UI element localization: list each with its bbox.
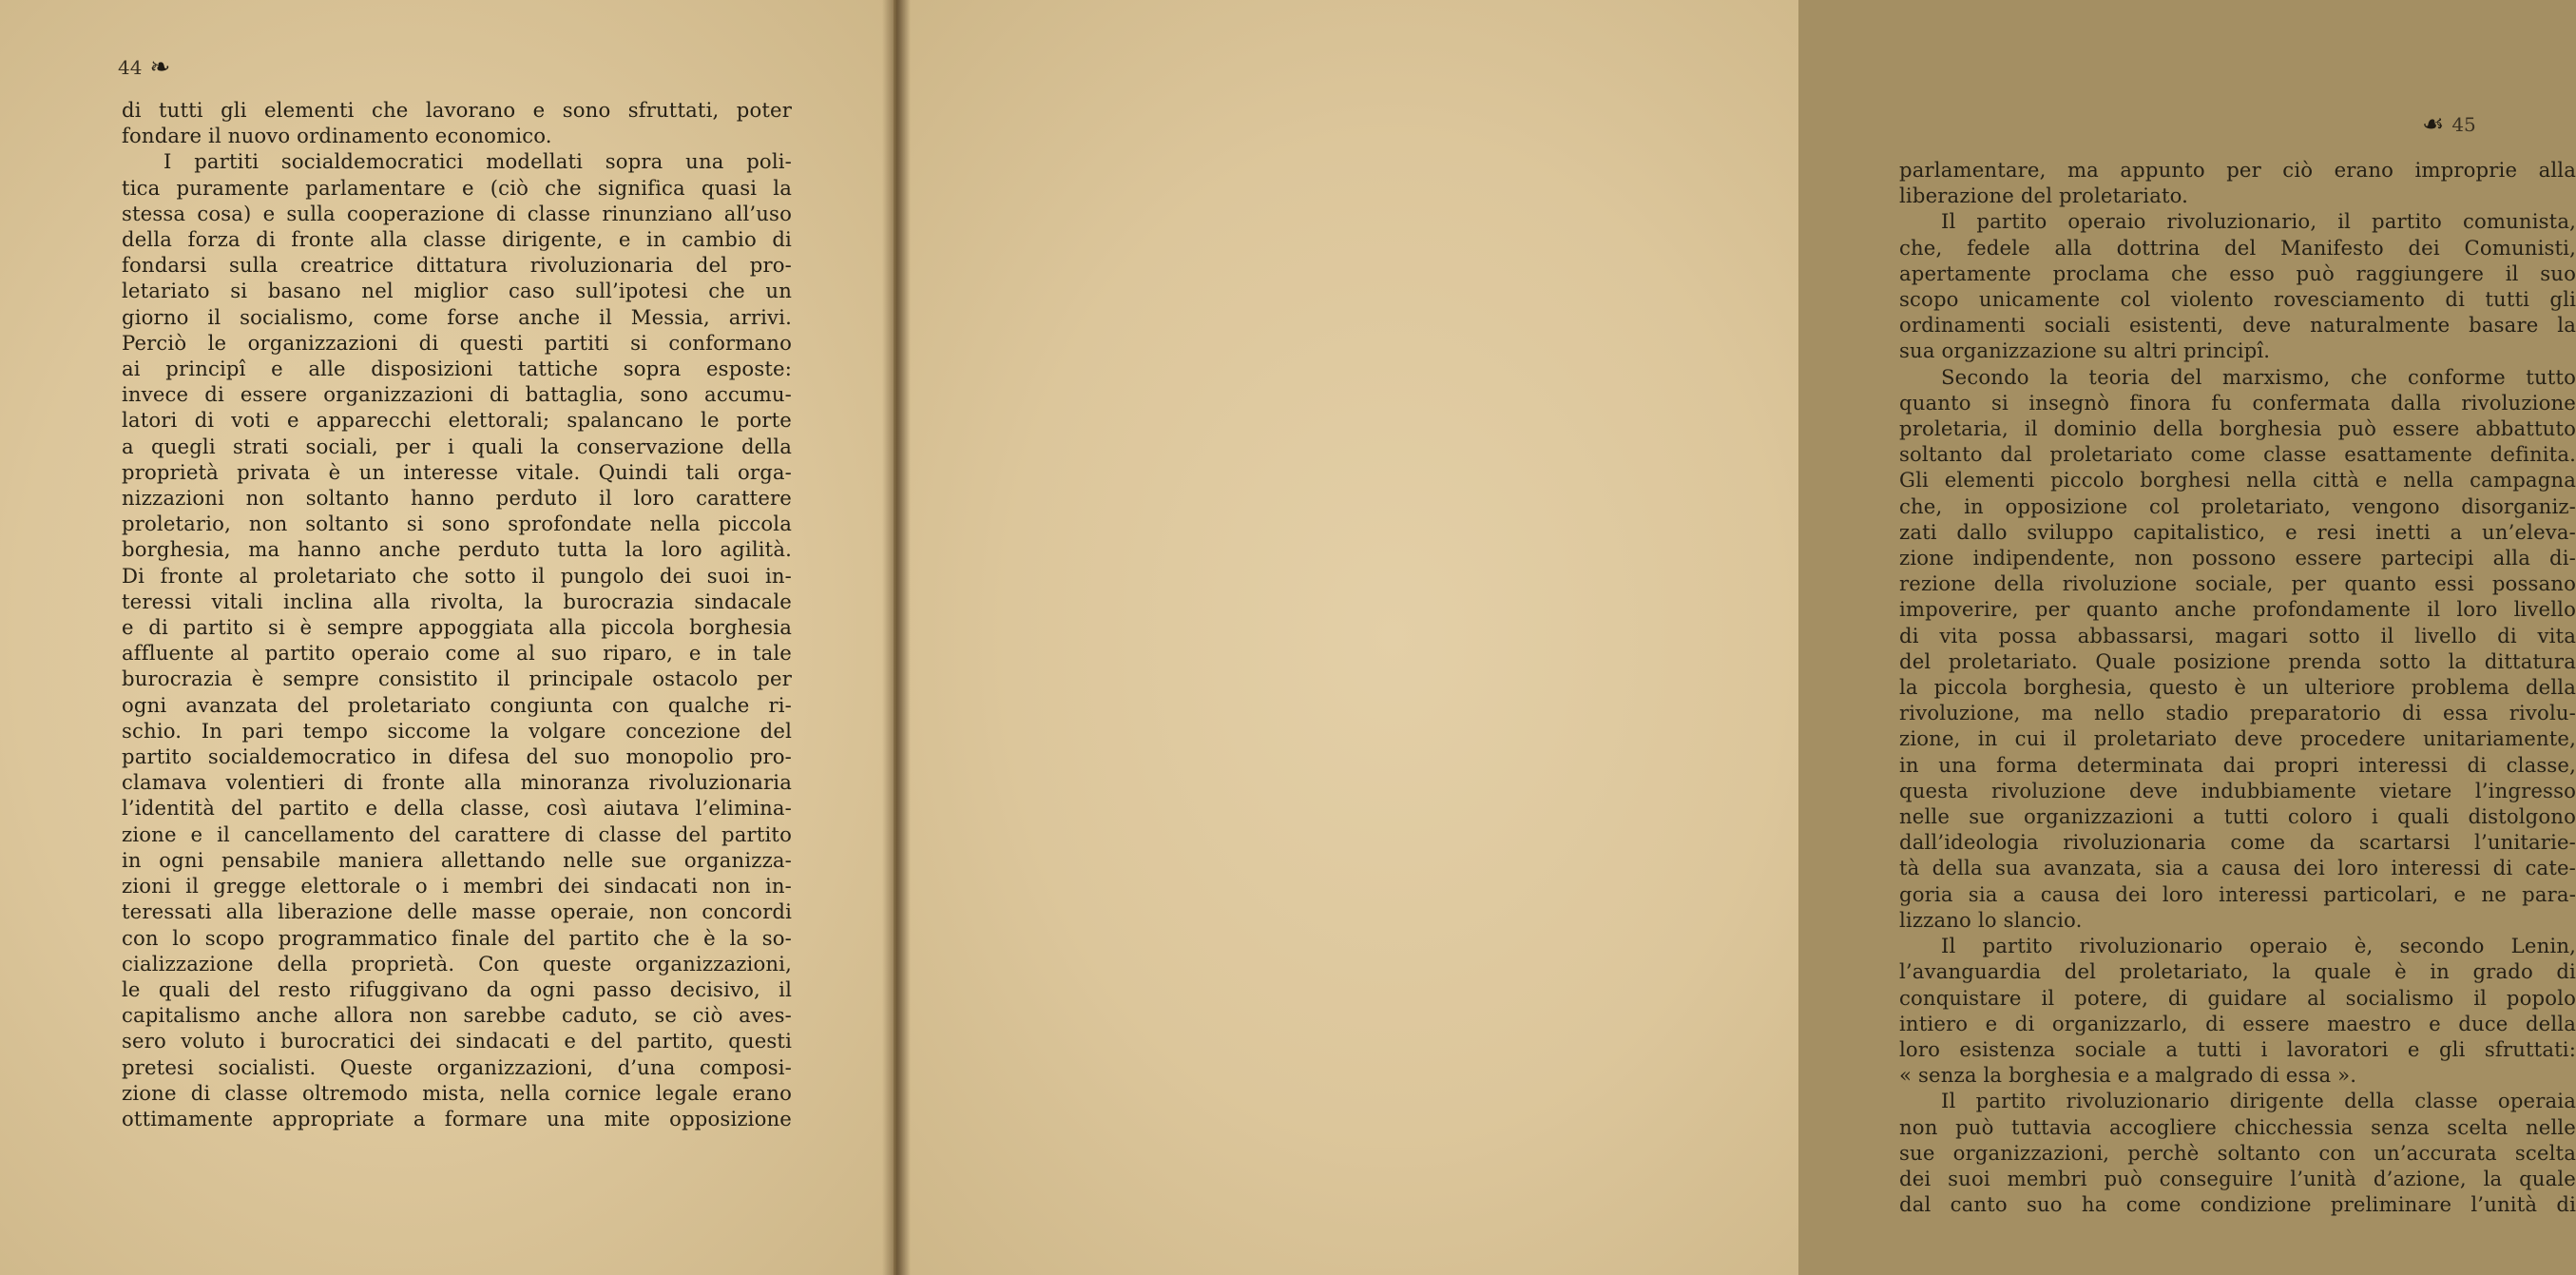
text-line: conquistare il potere, di guidare al socialismo il popolo: [1899, 985, 2576, 1010]
text-line: ordinamenti sociali esistenti, deve naturalmente basare la: [1899, 313, 2576, 338]
text-line: sua organizzazione su altri principî.: [1899, 338, 2271, 363]
text-line: zati dallo sviluppo capitalistico, e resi inetti a un’eleva-: [1899, 519, 2576, 544]
text-line: dei suoi membri può conseguire l’unità d’azione, la quale: [1899, 1166, 2576, 1190]
text-line: di tutti gli elementi che lavorano e sono sfruttati, poter: [122, 98, 792, 122]
text-line: giorno il socialismo, come forse anche il Messia, arrivi.: [122, 304, 792, 329]
text-line: stessa cosa) e sulla cooperazione di classe rinunziano all’uso: [122, 201, 792, 225]
text-line: intiero e di organizzarlo, di essere maestro e duce della: [1899, 1011, 2576, 1035]
text-line: in ogni pensabile maniera allettando nelle sue organizza-: [122, 847, 792, 872]
text-line: dall’ideologia rivoluzionaria come da scartarsi l’unitarie-: [1899, 830, 2576, 855]
text-line: quanto si insegnò finora fu confermata dalla rivoluzione: [1899, 390, 2576, 415]
text-line: loro esistenza sociale a tutti i lavoratori e gli sfruttati:: [1899, 1036, 2576, 1061]
text-line: sero voluto i burocratici dei sindacati e del partito, questi: [122, 1029, 792, 1053]
text-line: ogni avanzata del proletariato congiunta con qualche ri-: [122, 692, 792, 717]
text-line: schio. In pari tempo siccome la volgare concezione del: [122, 718, 792, 743]
text-line: Il partito rivoluzionario operaio è, secondo Lenin,: [1941, 934, 2576, 958]
text-line: cializzazione della proprietà. Con queste organizzazioni,: [122, 951, 792, 976]
text-line: dal canto suo ha come condizione preliminare l’unità di: [1899, 1192, 2576, 1217]
text-line: fondarsi sulla creatrice dittatura rivoluzionaria del pro-: [122, 253, 792, 278]
right-page-number: 45: [2451, 113, 2476, 136]
text-line: latori di voti e apparecchi elettorali; spalancano le porte: [122, 408, 792, 433]
text-line: in una forma determinata dai propri interessi di classe,: [1899, 752, 2576, 777]
text-line: fondare il nuovo ordinamento economico.: [122, 124, 552, 148]
text-line: affluente al partito operaio come al suo riparo, e in tale: [122, 641, 792, 666]
text-line: l’identità del partito e della classe, così aiutava l’elimina-: [122, 796, 792, 821]
text-line: apertamente proclama che esso può raggiungere il suo: [1899, 261, 2576, 285]
text-line: e di partito si è sempre appoggiata alla piccola borghesia: [122, 615, 792, 640]
text-line: goria sia a causa dei loro interessi particolari, e ne para-: [1899, 881, 2576, 906]
text-line: invece di essere organizzazioni di battaglia, sono accumu-: [122, 382, 792, 407]
text-line: Perciò le organizzazioni di questi partiti si conformano: [122, 330, 792, 355]
text-line: questa rivoluzione deve indubbiamente vietare l’ingresso: [1899, 778, 2576, 802]
text-line: l’avanguardia del proletariato, la quale è in grado di: [1899, 959, 2576, 984]
text-line: sue organizzazioni, perchè soltanto con un’accurata scelta: [1899, 1140, 2576, 1165]
text-line: che, in opposizione col proletariato, vengono disorganiz-: [1899, 493, 2576, 518]
text-line: liberazione del proletariato.: [1899, 184, 2189, 208]
text-line: letariato si basano nel miglior caso sull’ipotesi che un: [122, 279, 792, 303]
right-page-body: [1899, 157, 2576, 1217]
text-line: zione di classe oltremodo mista, nella cornice legale erano: [122, 1080, 792, 1105]
text-line: clamava volentieri di fronte alla minoranza rivoluzionaria: [122, 770, 792, 795]
right-page-folio: [2422, 112, 2476, 137]
text-line: che, fedele alla dottrina del Manifesto dei Comunisti,: [1899, 235, 2576, 260]
text-line: tà della sua avanzata, sia a causa dei loro interessi di cate-: [1899, 856, 2576, 880]
text-line: Di fronte al proletariato che sotto il pungolo dei suoi in-: [122, 563, 792, 588]
text-line: scopo unicamente col violento rovesciamento di tutti gli: [1899, 287, 2576, 312]
text-line: proletario, non soltanto si sono sprofondate nella piccola: [122, 512, 792, 536]
text-line: rezione della rivoluzione sociale, per quanto essi possano: [1899, 571, 2576, 596]
text-line: impoverire, per quanto anche profondamente il loro livello: [1899, 597, 2576, 622]
left-page: [0, 0, 894, 1275]
text-line: borghesia, ma hanno anche perduto tutta la loro agilità.: [122, 537, 792, 562]
text-line: capitalismo anche allora non sarebbe caduto, se ciò aves-: [122, 1003, 792, 1028]
text-line: a quegli strati sociali, per i quali la conservazione della: [122, 434, 792, 458]
right-page: [897, 0, 2576, 1275]
text-line: nelle sue organizzazioni a tutti coloro i quali distolgono: [1899, 804, 2576, 829]
text-line: parlamentare, ma appunto per ciò erano improprie alla: [1899, 158, 2576, 182]
text-line: ai principî e alle disposizioni tattiche sopra esposte:: [122, 357, 792, 381]
text-line: tica puramente parlamentare e (ciò che significa quasi la: [122, 175, 792, 200]
text-line: zione e il cancellamento del carattere di classe del partito: [122, 821, 792, 846]
left-ornament-icon: ❧: [149, 53, 171, 82]
text-line: burocrazia è sempre consistito il principale ostacolo per: [122, 666, 792, 691]
text-line: Il partito rivoluzionario dirigente della classe operaia: [1941, 1089, 2576, 1113]
text-line: del proletariato. Quale posizione prenda sotto la dittatura: [1899, 648, 2576, 673]
text-line: di vita possa abbassarsi, magari sotto il livello di vita: [1899, 623, 2576, 647]
text-line: zioni il gregge elettorale o i membri dei sindacati non in-: [122, 874, 792, 898]
text-line: zione, in cui il proletariato deve procedere unitariamente,: [1899, 726, 2576, 751]
text-line: Secondo la teoria del marxismo, che conforme tutto: [1941, 364, 2576, 389]
text-line: proletaria, il dominio della borghesia può essere abbattuto: [1899, 416, 2576, 441]
text-line: non può tuttavia accogliere chicchessia senza scelta nelle: [1899, 1114, 2576, 1139]
text-line: proprietà privata è un interesse vitale. Quindi tali orga-: [122, 459, 792, 484]
text-line: lizzano lo slancio.: [1899, 907, 2083, 932]
text-line: soltanto dal proletariato come classe esattamente definita.: [1899, 442, 2576, 467]
left-page-folio: [118, 55, 170, 80]
right-ornament-icon: ☙: [2422, 110, 2445, 139]
text-line: la piccola borghesia, questo è un ulteriore problema della: [1899, 675, 2576, 700]
text-line: le quali del resto rifuggivano da ogni passo decisivo, il: [122, 976, 792, 1001]
text-line: Gli elementi piccolo borghesi nella città e nella campagna: [1899, 468, 2576, 493]
text-line: con lo scopo programmatico finale del partito che è la so-: [122, 925, 792, 950]
left-page-number: 44: [118, 56, 143, 79]
text-line: zione indipendente, non possono essere partecipi alla di-: [1899, 546, 2576, 570]
text-line: teressi vitali inclina alla rivolta, la burocrazia sindacale: [122, 589, 792, 613]
text-line: Il partito operaio rivoluzionario, il partito comunista,: [1941, 209, 2576, 234]
left-page-body: [122, 97, 792, 1131]
text-line: « senza la borghesia e a malgrado di essa ».: [1899, 1063, 2357, 1088]
text-line: I partiti socialdemocratici modellati sopra una poli-: [163, 149, 792, 174]
text-line: partito socialdemocratico in difesa del suo monopolio pro-: [122, 744, 792, 769]
text-line: nizzazioni non soltanto hanno perduto il loro carattere: [122, 486, 792, 511]
text-line: ottimamente appropriate a formare una mite opposizione: [122, 1106, 792, 1130]
text-line: teressati alla liberazione delle masse operaie, non concordi: [122, 899, 792, 924]
text-line: pretesi socialisti. Queste organizzazioni, d’una composi-: [122, 1054, 792, 1079]
text-line: rivoluzione, ma nello stadio preparatorio di essa rivolu-: [1899, 701, 2576, 725]
text-line: della forza di fronte alla classe dirigente, e in cambio di: [122, 227, 792, 252]
